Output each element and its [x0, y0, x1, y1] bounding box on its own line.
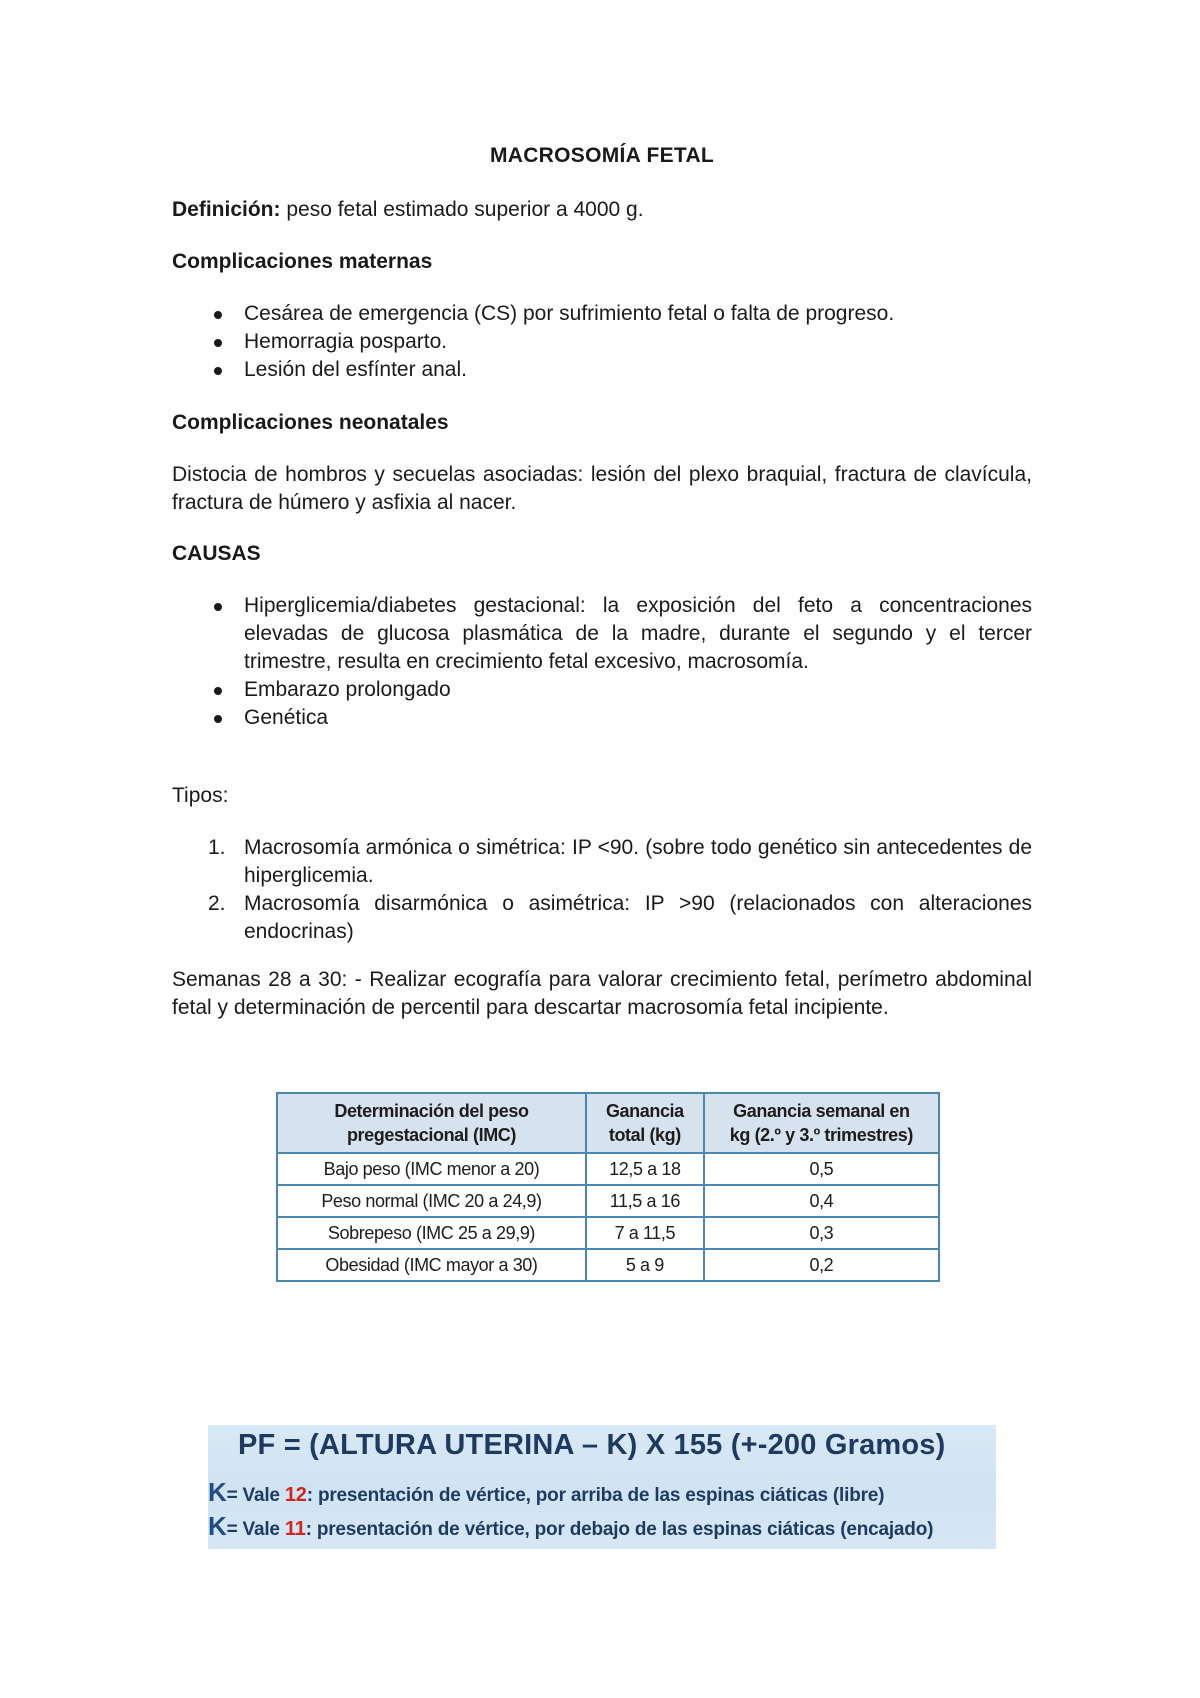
table-cell: Bajo peso (IMC menor a 20): [277, 1153, 586, 1185]
formula-k-prefix: = Vale: [226, 1485, 285, 1506]
maternal-list: [172, 300, 1032, 384]
table-row: [277, 1185, 939, 1217]
formula-k-row: [208, 1477, 884, 1508]
formula-k-value: 11: [284, 1518, 306, 1540]
table-cell: 7 a 11,5: [586, 1217, 704, 1249]
table-cell: 0,2: [704, 1249, 939, 1281]
table-cell: 0,5: [704, 1153, 939, 1185]
table-header-row: [277, 1093, 939, 1153]
fetal-weight-formula-box: [208, 1425, 996, 1549]
formula-k-description: : presentación de vértice, por debajo de las espinas ciáticas (encajado): [305, 1519, 934, 1540]
list-item: Lesión del esfínter anal.: [172, 356, 1032, 384]
definition-label: Definición:: [172, 198, 281, 221]
formula-k-label: K: [208, 1511, 227, 1541]
list-item: Cesárea de emergencia (CS) por sufrimiento fetal o falta de progreso.: [172, 300, 1032, 328]
table-cell: 0,3: [704, 1217, 939, 1249]
table-cell: 0,4: [704, 1185, 939, 1217]
neonatal-heading: Complicaciones neonatales: [172, 411, 449, 434]
formula-k-row: [208, 1511, 933, 1542]
list-item: Hiperglicemia/diabetes gestacional: la exposición del feto a concentraciones elevadas de glucosa plasmática de la madre, durante el segundo y el tercer trimestre, resulta en crecimiento fetal excesivo, macrosomía.: [172, 592, 1032, 676]
table-cell: Peso normal (IMC 20 a 24,9): [277, 1185, 586, 1217]
definition-line: [172, 196, 1032, 224]
table-header-cell: Ganancia total (kg): [586, 1093, 704, 1153]
formula-k-label: K: [208, 1477, 227, 1507]
neonatal-paragraph: Distocia de hombros y secuelas asociadas: lesión del plexo braquial, fractura de clavícula, fractura de húmero y asfixia al nacer.: [172, 463, 1032, 514]
maternal-heading: Complicaciones maternas: [172, 250, 433, 273]
table-header-cell: Determinación del peso pregestacional (IMC): [277, 1093, 586, 1153]
table-row: [277, 1153, 939, 1185]
list-number: 2.: [208, 892, 226, 915]
definition-text: peso fetal estimado superior a 4000 g.: [280, 198, 644, 221]
table-cell: 12,5 a 18: [586, 1153, 704, 1185]
formula-k-value: 12: [284, 1484, 307, 1506]
formula-k-prefix: = Vale: [226, 1519, 285, 1540]
table-row: [277, 1249, 939, 1281]
table-cell: 5 a 9: [586, 1249, 704, 1281]
table-row: [277, 1217, 939, 1249]
table-header-cell: Ganancia semanal en kg (2.º y 3.º trimestres): [704, 1093, 939, 1153]
table-cell: 11,5 a 16: [586, 1185, 704, 1217]
page-title: MACROSOMÍA FETAL: [489, 144, 715, 167]
list-item: Genética: [172, 704, 1032, 732]
list-item: [172, 834, 1032, 890]
list-item: Hemorragia posparto.: [172, 328, 1032, 356]
list-item: Embarazo prolongado: [172, 676, 1032, 704]
list-item: [172, 890, 1032, 946]
list-item-text: Macrosomía armónica o simétrica: IP <90. (sobre todo genético sin antecedentes de hiperglicemia.: [244, 836, 1032, 887]
formula-main: PF = (ALTURA UTERINA – K) X 155 (+-200 Gramos): [238, 1429, 946, 1461]
formula-k-description: : presentación de vértice, por arriba de las espinas ciáticas (libre): [306, 1485, 885, 1506]
list-number: 1.: [208, 836, 226, 859]
table-cell: Sobrepeso (IMC 25 a 29,9): [277, 1217, 586, 1249]
table-cell: Obesidad (IMC mayor a 30): [277, 1249, 586, 1281]
weeks-paragraph: Semanas 28 a 30: - Realizar ecografía para valorar crecimiento fetal, perímetro abdominal fetal y determinación de percentil para descartar macrosomía fetal incipiente.: [172, 968, 1032, 1019]
weight-gain-table: [276, 1092, 940, 1282]
types-list: [172, 834, 1032, 946]
list-item-text: Macrosomía disarmónica o asimétrica: IP >90 (relacionados con alteraciones endocrinas): [244, 892, 1032, 943]
types-heading: Tipos:: [172, 784, 229, 807]
causes-list: [172, 592, 1032, 732]
causes-heading: CAUSAS: [172, 542, 261, 565]
weight-gain-table-wrap: [276, 1092, 940, 1282]
